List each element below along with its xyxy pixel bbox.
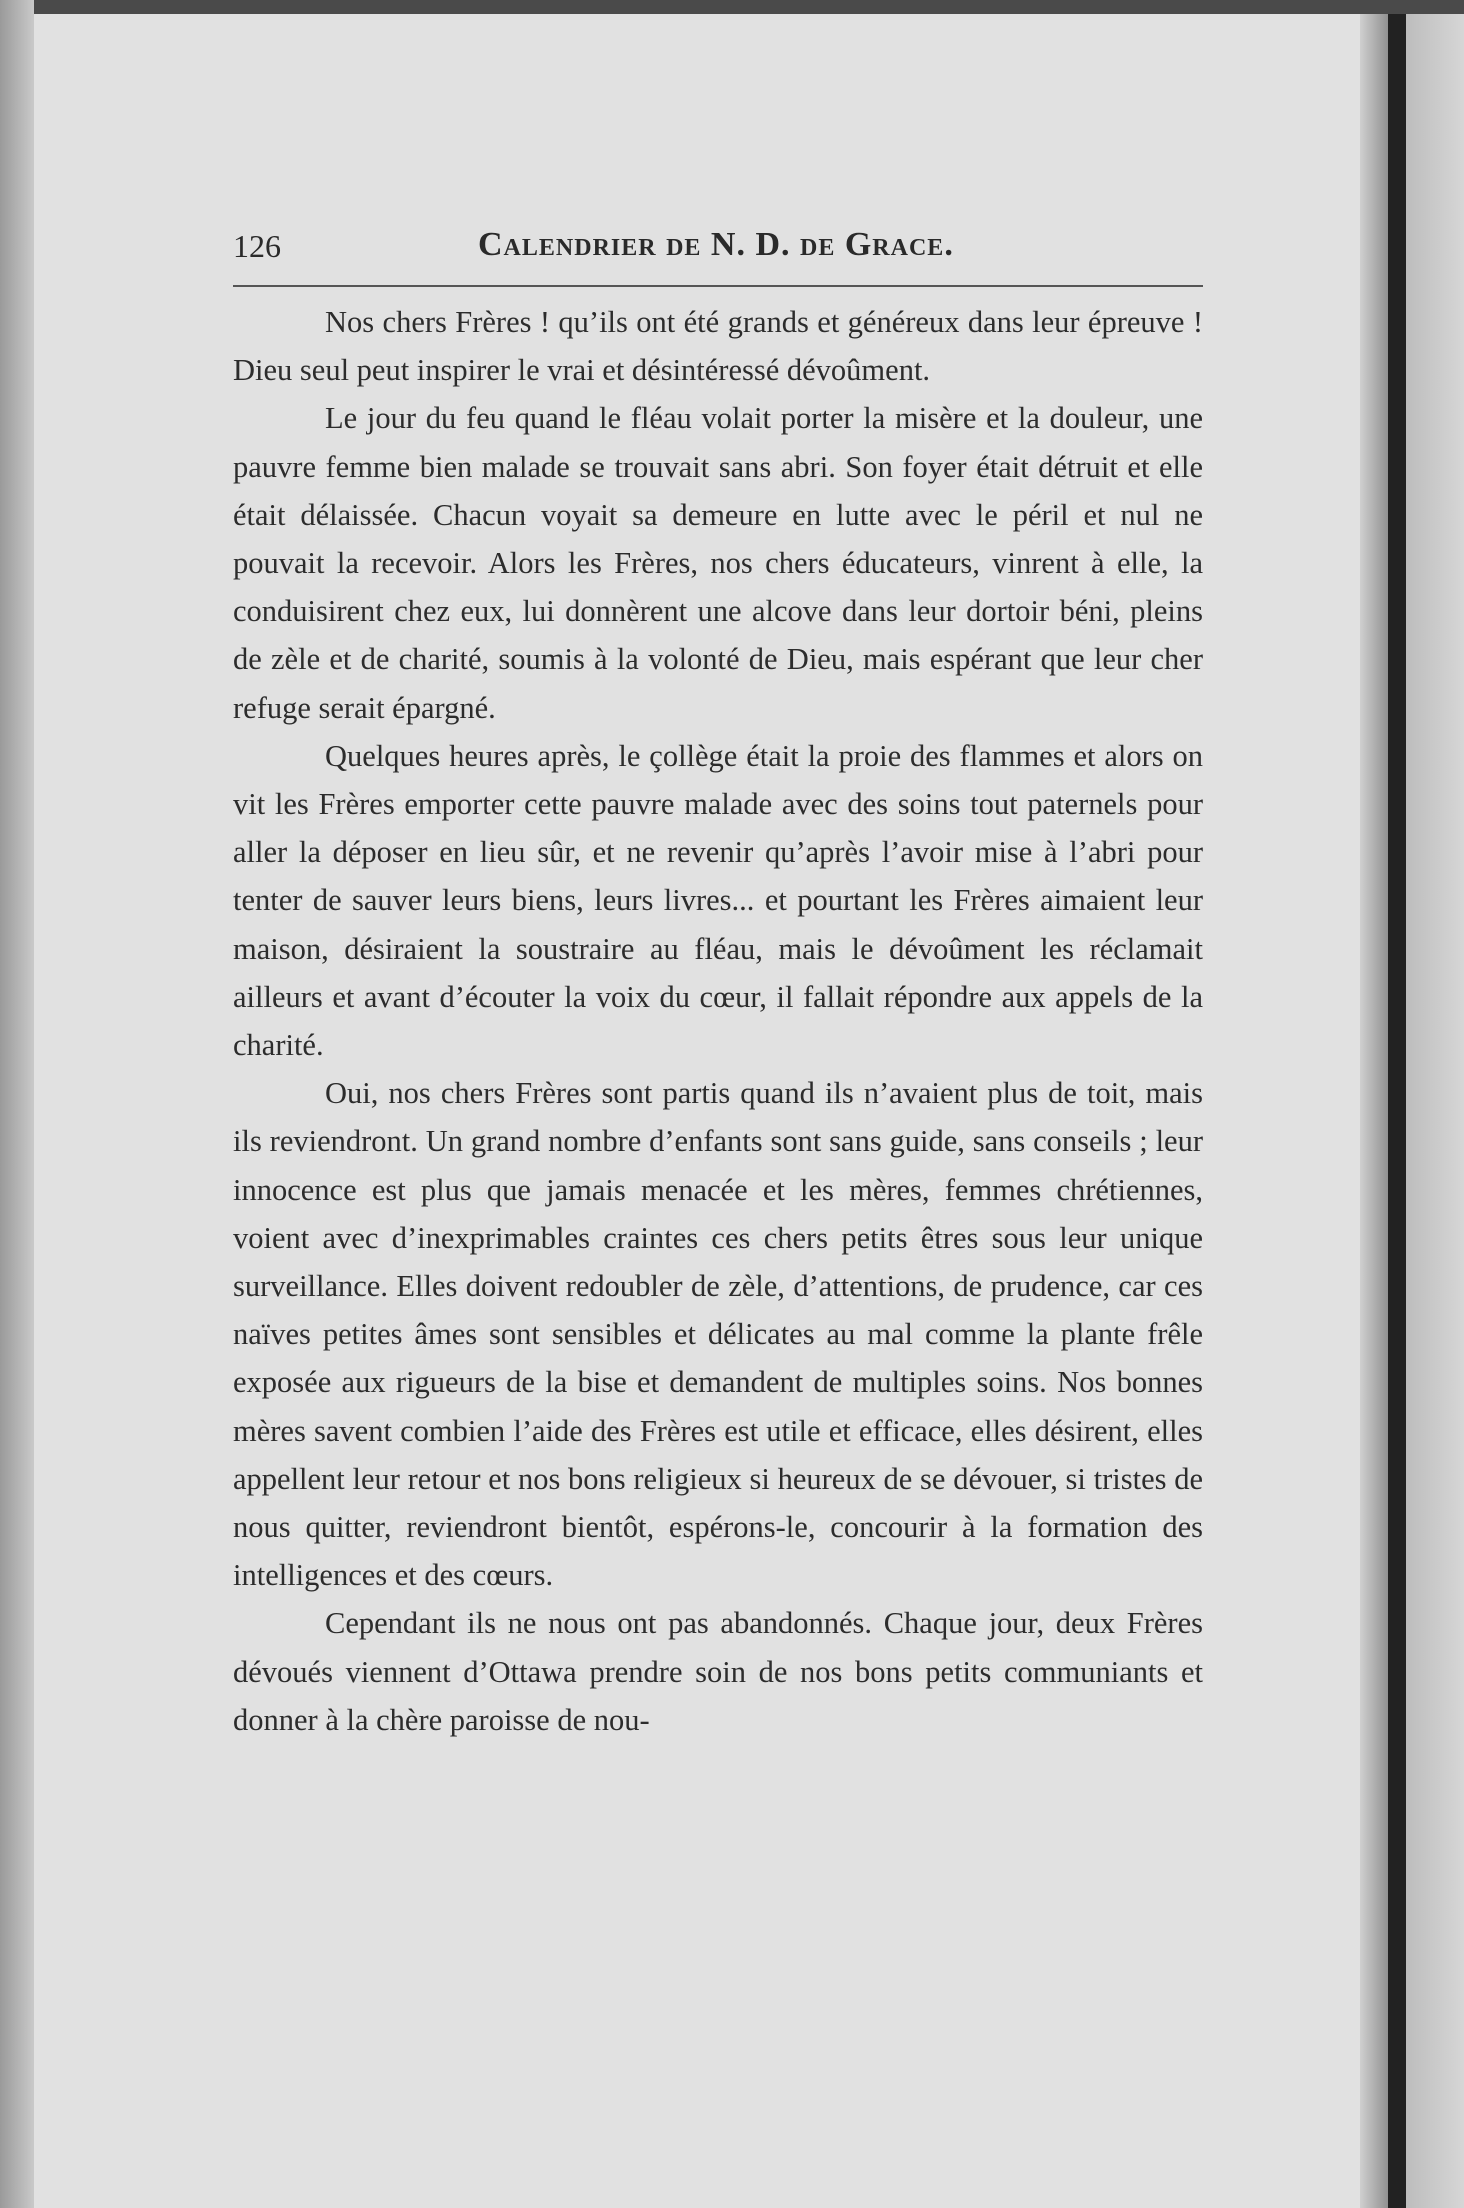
body-text xyxy=(233,298,1203,1744)
gutter-shadow xyxy=(1360,14,1390,2208)
facing-page-edge xyxy=(1406,14,1464,2208)
page-number: 126 xyxy=(233,228,281,264)
page-header xyxy=(233,216,1203,272)
paragraph: Oui, nos chers Frères sont partis quand ils n’avaient plus de toit, mais ils reviendront. Un grand nombre d’enfants sont sans guide, sans conseils ; leur innocence est plus que jamais menacée et les mères, femmes chrétiennes, voient avec d’inexprimables craintes ces chers petits êtres sous leur unique surveillance. Elles doivent redoubler de zèle, d’attentions, de prudence, car ces naïves petites âmes sont sensibles et délicates au mal comme la plante frêle exposée aux rigueurs de la bise et demandent de multiples soins. Nos bonnes mères savent combien l’aide des Frères est utile et efficace, elles désirent, elles appellent leur retour et nos bons religieux si heureux de se dévouer, si tristes de nous quitter, reviendront bientôt, espérons-le, concourir à la formation des intelligences et des cœurs. xyxy=(233,1076,1203,1593)
paragraph: Cependant ils ne nous ont pas abandonnés. Chaque jour, deux Frères dévoués viennent d’Ottawa prendre soin de nos bons petits communiants et donner à la chère paroisse de nou- xyxy=(233,1606,1203,1737)
scan-left-edge xyxy=(0,0,34,2208)
header-rule xyxy=(233,285,1203,287)
paragraph: Le jour du feu quand le fléau volait porter la misère et la douleur, une pauvre femme bien malade se trouvait sans abri. Son foyer était détruit et elle était délaissée. Chacun voyait sa demeure en lutte avec le péril et nul ne pouvait la recevoir. Alors les Frères, nos chers éducateurs, vinrent à elle, la conduisirent chez eux, lui donnèrent une alcove dans leur dortoir béni, pleins de zèle et de charité, soumis à la volonté de Dieu, mais espérant que leur cher refuge serait épargné. xyxy=(233,401,1203,725)
paragraph: Quelques heures après, le çollège était la proie des flammes et alors on vit les Frères emporter cette pauvre malade avec des soins tout paternels pour aller la déposer en lieu sûr, et ne revenir qu’après l’avoir mise à l’abri pour tenter de sauver leurs biens, leurs livres... et pourtant les Frères aimaient leur maison, désiraient la soustraire au fléau, mais le dévoûment les réclamait ailleurs et avant d’écouter la voix du cœur, il fallait répondre aux appels de la charité. xyxy=(233,738,1203,1063)
book-spine xyxy=(1388,14,1406,2208)
running-title: Calendrier de N. D. de Grace. xyxy=(478,226,954,263)
paragraph: Nos chers Frères ! qu’ils ont été grands et généreux dans leur épreuve ! Dieu seul peut inspirer le vrai et désintéressé dévoûment. xyxy=(233,305,1203,388)
scan-top-edge xyxy=(0,0,1464,14)
